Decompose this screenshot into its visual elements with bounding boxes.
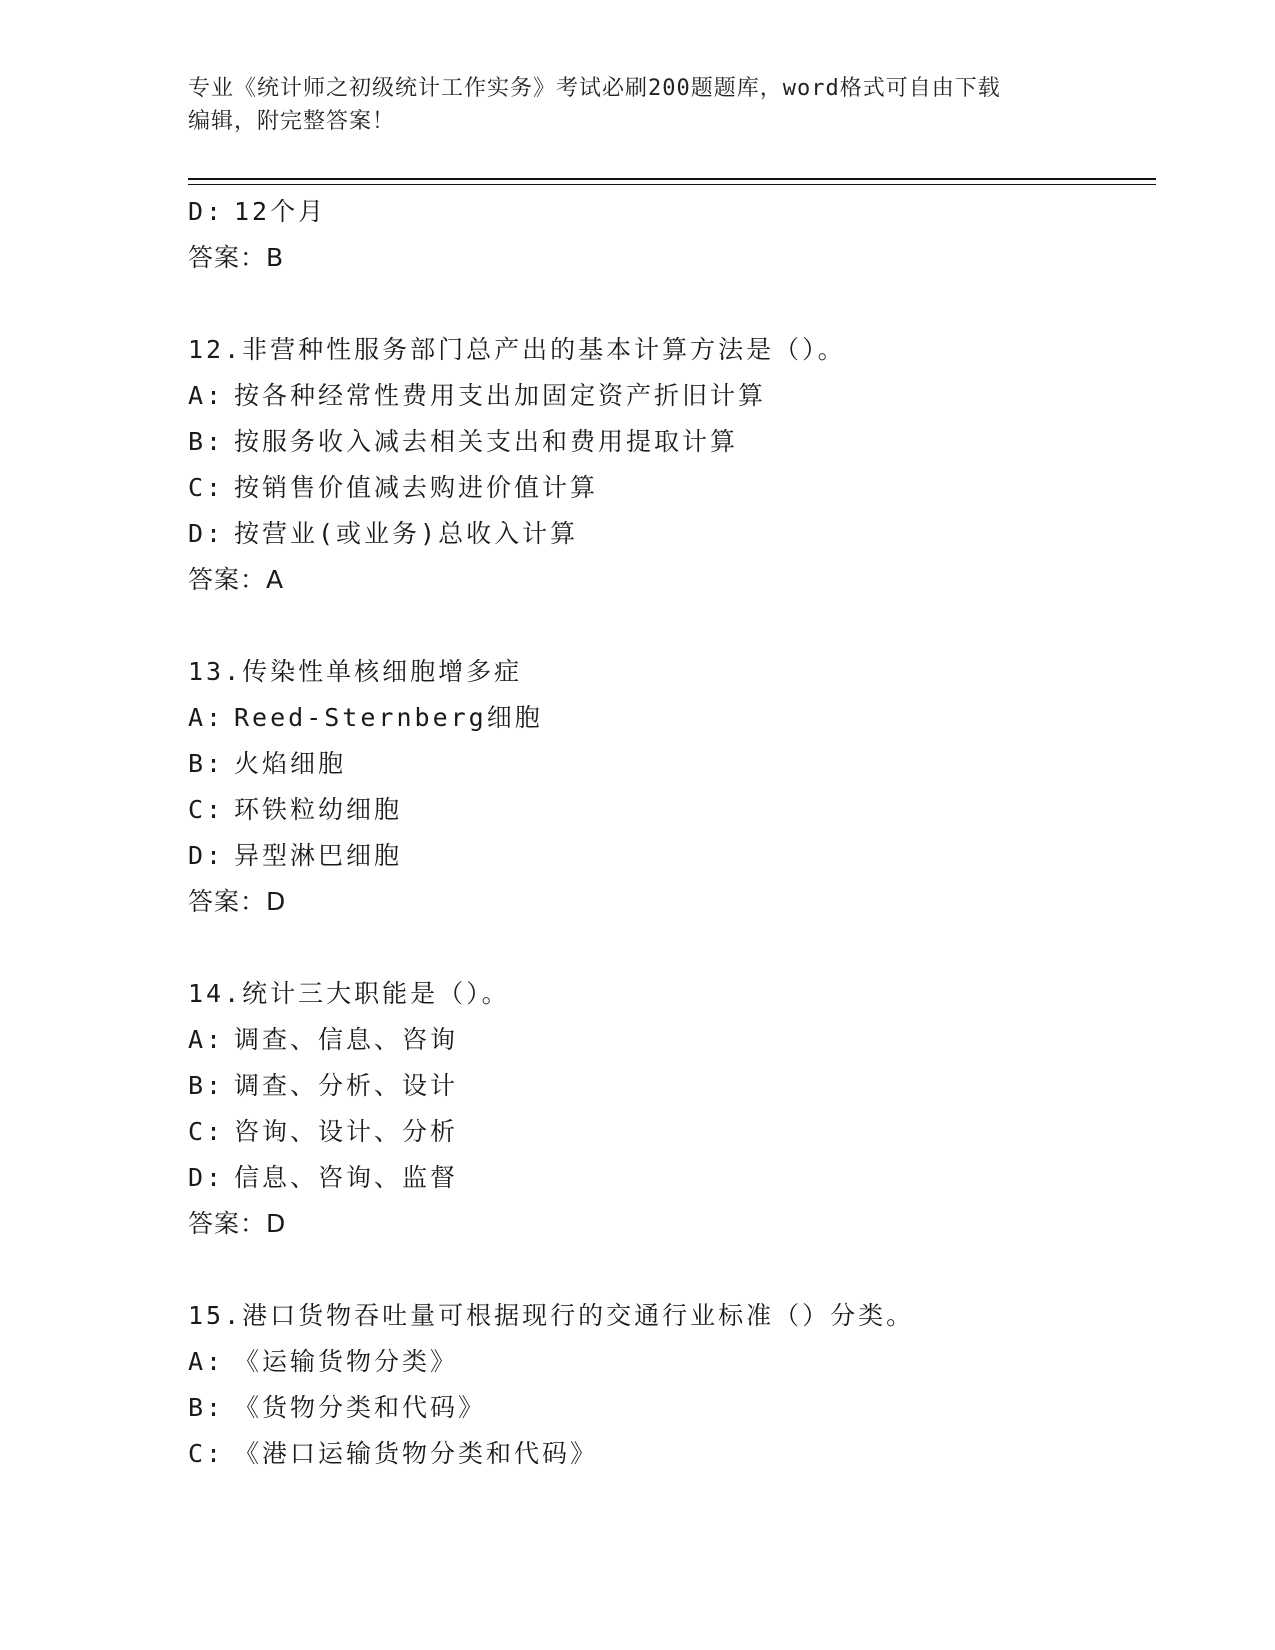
answer-line: 答案：A xyxy=(188,565,285,594)
question-stem: 12.非营种性服务部门总产出的基本计算方法是（）。 xyxy=(188,335,846,364)
option-text: 《货物分类和代码》 xyxy=(234,1393,487,1422)
option-label: C: xyxy=(188,473,225,502)
header-divider-thin xyxy=(188,184,1156,185)
option-line xyxy=(188,695,1156,741)
answer-line: 答案：B xyxy=(188,243,285,272)
option-line xyxy=(188,1017,1156,1063)
option-text: 按营业(或业务)总收入计算 xyxy=(234,519,579,548)
option-text: 异型淋巴细胞 xyxy=(234,841,403,870)
option-line xyxy=(188,419,1156,465)
option-text: 按各种经常性费用支出加固定资产折旧计算 xyxy=(234,381,767,410)
option-text: 调查、信息、咨询 xyxy=(234,1025,459,1054)
answer-line: 答案：D xyxy=(188,887,287,916)
option-line xyxy=(188,1155,1156,1201)
option-label: D: xyxy=(188,519,225,548)
option-label: A: xyxy=(188,1025,225,1054)
option-text: 按销售价值减去购进价值计算 xyxy=(234,473,599,502)
option-text: 调查、分析、设计 xyxy=(234,1071,459,1100)
header-divider-thick xyxy=(188,178,1156,180)
header-line-2: 编辑，附完整答案！ xyxy=(188,109,396,134)
spacer xyxy=(188,925,1156,971)
option-text: 信息、咨询、监督 xyxy=(234,1163,459,1192)
answer-line: 答案：D xyxy=(188,1209,287,1238)
question-stem: 14.统计三大职能是（）。 xyxy=(188,979,510,1008)
option-line xyxy=(188,1385,1156,1431)
option-line xyxy=(188,1063,1156,1109)
question-list xyxy=(188,189,1156,1477)
option-line xyxy=(188,741,1156,787)
spacer xyxy=(188,1247,1156,1293)
option-label: A: xyxy=(188,381,225,410)
option-label: D: xyxy=(188,1163,225,1192)
option-label: B: xyxy=(188,427,225,456)
option-line xyxy=(188,1339,1156,1385)
option-text: 按服务收入减去相关支出和费用提取计算 xyxy=(234,427,739,456)
option-label: C: xyxy=(188,1117,225,1146)
option-line xyxy=(188,833,1156,879)
spacer xyxy=(188,603,1156,649)
option-label: C: xyxy=(188,795,225,824)
header-line-1: 专业《统计师之初级统计工作实务》考试必刷200题题库，word格式可自由下载 xyxy=(188,76,1001,101)
option-label: B: xyxy=(188,1393,225,1422)
option-label: B: xyxy=(188,1071,225,1100)
option-text: 《港口运输货物分类和代码》 xyxy=(234,1439,599,1468)
option-label: A: xyxy=(188,703,225,732)
option-line xyxy=(188,787,1156,833)
option-line xyxy=(188,1109,1156,1155)
option-text: 火焰细胞 xyxy=(234,749,347,778)
option-line xyxy=(188,189,1156,235)
option-text: 12个月 xyxy=(234,197,327,226)
option-text: 《运输货物分类》 xyxy=(234,1347,459,1376)
option-line xyxy=(188,1431,1156,1477)
option-text: 咨询、设计、分析 xyxy=(234,1117,459,1146)
question-stem: 15.港口货物吞吐量可根据现行的交通行业标准（）分类。 xyxy=(188,1301,915,1330)
spacer xyxy=(188,281,1156,327)
option-line xyxy=(188,465,1156,511)
question-stem: 13.传染性单核细胞增多症 xyxy=(188,657,523,686)
document-header xyxy=(188,72,1088,138)
option-text: Reed-Sternberg细胞 xyxy=(234,703,543,732)
option-line xyxy=(188,511,1156,557)
option-label: D: xyxy=(188,197,225,226)
option-label: B: xyxy=(188,749,225,778)
option-text: 环铁粒幼细胞 xyxy=(234,795,403,824)
option-label: A: xyxy=(188,1347,225,1376)
option-label: C: xyxy=(188,1439,225,1468)
option-label: D: xyxy=(188,841,225,870)
option-line xyxy=(188,373,1156,419)
